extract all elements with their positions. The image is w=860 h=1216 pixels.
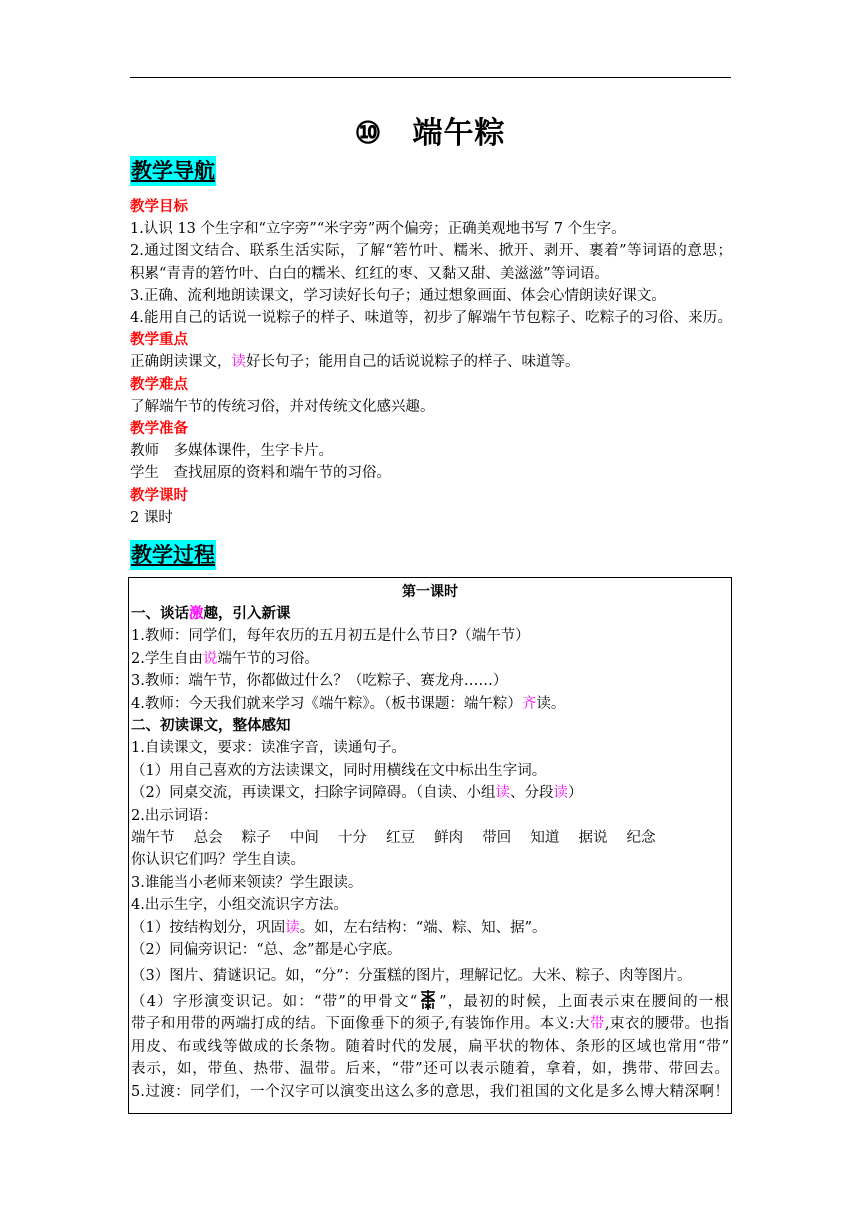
top-rule	[130, 77, 731, 78]
part-heading: 一、谈话激趣，引入新课	[131, 605, 291, 622]
page-title	[0, 108, 860, 152]
prep-student: 学生 查找屈原的资料和端午节的习俗。	[130, 465, 391, 482]
word: 端午节	[131, 830, 175, 847]
word-list	[131, 827, 729, 849]
section-teaching-navigation: 教学导航	[130, 156, 216, 186]
navigation-body	[130, 196, 732, 529]
table-line: 表示，如，带鱼、热带、温带。后来，“带”还可以表示随着，拿着，如，携带、带回去。	[131, 1061, 729, 1078]
lesson-table	[128, 577, 732, 1114]
word: 粽子	[241, 830, 271, 847]
section-teaching-process: 教学过程	[130, 540, 216, 570]
keypoints-heading: 教学重点	[130, 331, 188, 349]
table-line: （4）字形演变识记。如：“带”的甲骨文“ ”，最初的时候，上面表示束在腰间的一根	[131, 990, 729, 1013]
hours-text: 2 课时	[130, 509, 173, 526]
word: 红豆	[386, 830, 416, 847]
goal-item: 2.通过图文结合、联系生活实际，了解“箬竹叶、糯米、掀开、剥开、裹着”等词语的意思；	[130, 243, 732, 260]
word: 鲜肉	[434, 830, 464, 847]
table-header: 第一课时	[402, 584, 458, 600]
goal-item: 3.正确、流利地朗读课文，学习读好长句子；通过想象画面、体会心情朗读好课文。	[130, 287, 666, 304]
word: 总会	[193, 830, 223, 847]
table-line: 3.谁能当小老师来领读？学生跟读。	[131, 874, 363, 891]
goal-item: 4.能用自己的话说一说粽子的样子、味道等，初步了解端午节包粽子、吃粽子的习俗、来历。	[130, 310, 732, 327]
word: 纪念	[626, 830, 656, 847]
goals-heading: 教学目标	[130, 198, 188, 215]
hours-heading: 教学课时	[130, 486, 188, 504]
table-line: 4.出示生字，小组交流识字方法。	[131, 897, 348, 914]
word: 十分	[337, 830, 367, 847]
table-line: （2）同偏旁识记：“总、念”都是心字底。	[131, 942, 402, 959]
table-line: 用皮、布或线等做成的长条物。随着时代的发展，扁平状的物体、条形的区域也常用“带”	[131, 1038, 729, 1055]
goal-item: 积累“青青的箬竹叶、白白的糯米、红红的枣、又黏又甜、美滋滋”等词语。	[130, 265, 609, 282]
table-line: 2.出示词语：	[131, 807, 218, 824]
word: 带回	[482, 830, 512, 847]
table-line: （1）按结构划分，巩固读。如，左右结构：“端、粽、知、据”。	[131, 919, 547, 936]
difficulty-text: 了解端午节的传统习俗，并对传统文化感兴趣。	[130, 398, 435, 415]
lesson-number: ⑩	[354, 116, 383, 151]
part-heading: 二、初读课文，整体感知	[131, 717, 291, 735]
prep-teacher: 教师 多媒体课件，生字卡片。	[130, 443, 333, 460]
word: 据说	[578, 830, 608, 847]
table-line: 1.教师：同学们，每年农历的五月初五是什么节日?（端午节）	[131, 628, 530, 645]
word: 知道	[530, 830, 560, 847]
table-line: （2）同桌交流，再读课文，扫除字词障碍。（自读、小组读、分段读）	[131, 785, 583, 802]
prep-heading: 教学准备	[130, 420, 188, 438]
goal-item: 1.认识 13 个生字和“立字旁”“米字旁”两个偏旁；正确美观地书写 7 个生字。	[130, 221, 626, 238]
difficulty-heading: 教学难点	[130, 375, 188, 393]
table-line: 1.自读课文，要求：读准字音，读通句子。	[131, 740, 406, 757]
table-line: （3）图片、猜谜识记。如，“分”：分蛋糕的图片，理解记忆。大米、粽子、肉等图片。	[131, 967, 692, 984]
keypoints-text: 正确朗读课文，读好长句子；能用自己的话说说粽子的样子、味道等。	[130, 354, 580, 371]
table-line: 你认识它们吗？学生自读。	[131, 852, 305, 869]
word: 中间	[289, 830, 319, 847]
table-line: 带子和用带的两端打成的结。下面像垂下的须子,有装饰作用。本义:大带,束衣的腰带。也指	[131, 1016, 730, 1033]
table-line: 5.过渡：同学们，一个汉字可以演变出这么多的意思，我们祖国的文化是多么博大精深啊！	[131, 1083, 729, 1100]
oracle-bone-dai-icon	[417, 990, 439, 1010]
table-line: 4.教师：今天我们就来学习《端午粽》。（板书课题：端午粽）齐读。	[131, 695, 566, 712]
table-line: 3.教师：端午节，你都做过什么？（吃粽子、赛龙舟……）	[131, 673, 508, 690]
lesson-title: 端午粽	[412, 116, 506, 151]
table-line: （1）用自己喜欢的方法读课文，同时用横线在文中标出生字词。	[131, 762, 547, 779]
table-line: 2.学生自由说端午节的习俗。	[131, 650, 319, 667]
